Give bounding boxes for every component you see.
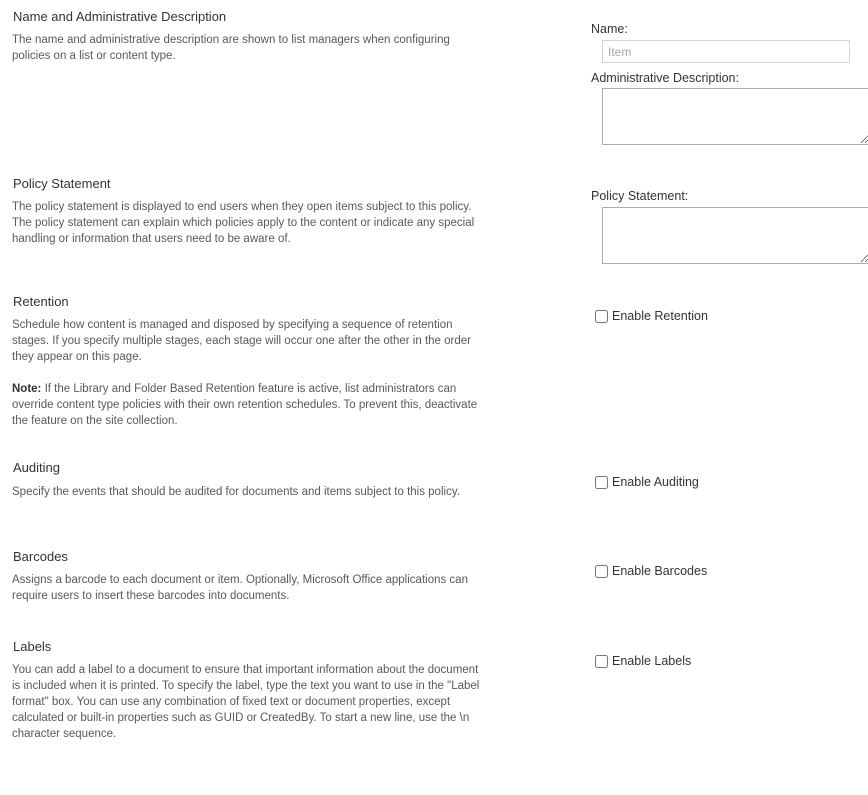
note-text: If the Library and Folder Based Retention feature is active, list administrators can override content type policies with their own retention schedules. To prevent this, deactivate the feature on the site collection. [12, 383, 478, 427]
section-description: The policy statement is displayed to end users when they open items subject to this policy. The policy statement can explain which policies apply to the content or indicate any special handling or information that users need to be aware of. [12, 201, 475, 245]
enable-labels-option[interactable] [595, 654, 691, 668]
checkbox-label: Enable Barcodes [612, 564, 708, 578]
note-label: Note: [12, 383, 42, 395]
enable-labels-checkbox[interactable] [595, 655, 608, 668]
enable-retention-checkbox[interactable] [595, 310, 608, 323]
checkbox-label: Enable Labels [612, 654, 692, 668]
section-title: Name and Administrative Description [13, 9, 227, 24]
enable-auditing-option[interactable] [595, 475, 699, 489]
section-description [12, 317, 484, 429]
section-title: Barcodes [13, 549, 68, 564]
admin-description-label: Administrative Description: [591, 71, 739, 85]
policy-statement-textarea[interactable] [602, 207, 868, 264]
checkbox-label: Enable Retention [612, 309, 708, 323]
retention-note [12, 381, 484, 429]
section-title: Auditing [13, 460, 60, 475]
section-title: Retention [13, 294, 69, 309]
name-input[interactable] [602, 40, 850, 63]
enable-barcodes-option[interactable] [595, 564, 707, 578]
enable-retention-option[interactable] [595, 309, 708, 323]
section-title: Labels [13, 639, 52, 654]
section-description: The name and administrative description are shown to list managers when configuring policies on a list or content type. [12, 34, 450, 62]
section-description: Assigns a barcode to each document or item. Optionally, Microsoft Office applications can require users to insert these barcodes into documents. [12, 574, 468, 602]
section-title: Policy Statement [13, 176, 111, 191]
retention-description: Schedule how content is managed and disposed by specifying a sequence of retention stages. If you specify multiple stages, each stage will occur one after the other in the order they appear on this page. [12, 319, 471, 363]
enable-auditing-checkbox[interactable] [595, 476, 608, 489]
checkbox-label: Enable Auditing [612, 475, 699, 489]
name-label: Name: [591, 22, 628, 36]
section-description: You can add a label to a document to ensure that important information about the document is included when it is printed. To specify the label, type the text you want to use in the "Label format" box. You can use any combination of fixed text or document properties, except calculated or built-in properties such as GUID or CreatedBy. To start a new line, use the \n character sequence. [12, 664, 480, 740]
admin-description-textarea[interactable] [602, 88, 868, 145]
enable-barcodes-checkbox[interactable] [595, 565, 608, 578]
section-description: Specify the events that should be audited for documents and items subject to this policy. [12, 486, 460, 498]
policy-statement-label: Policy Statement: [591, 189, 689, 203]
